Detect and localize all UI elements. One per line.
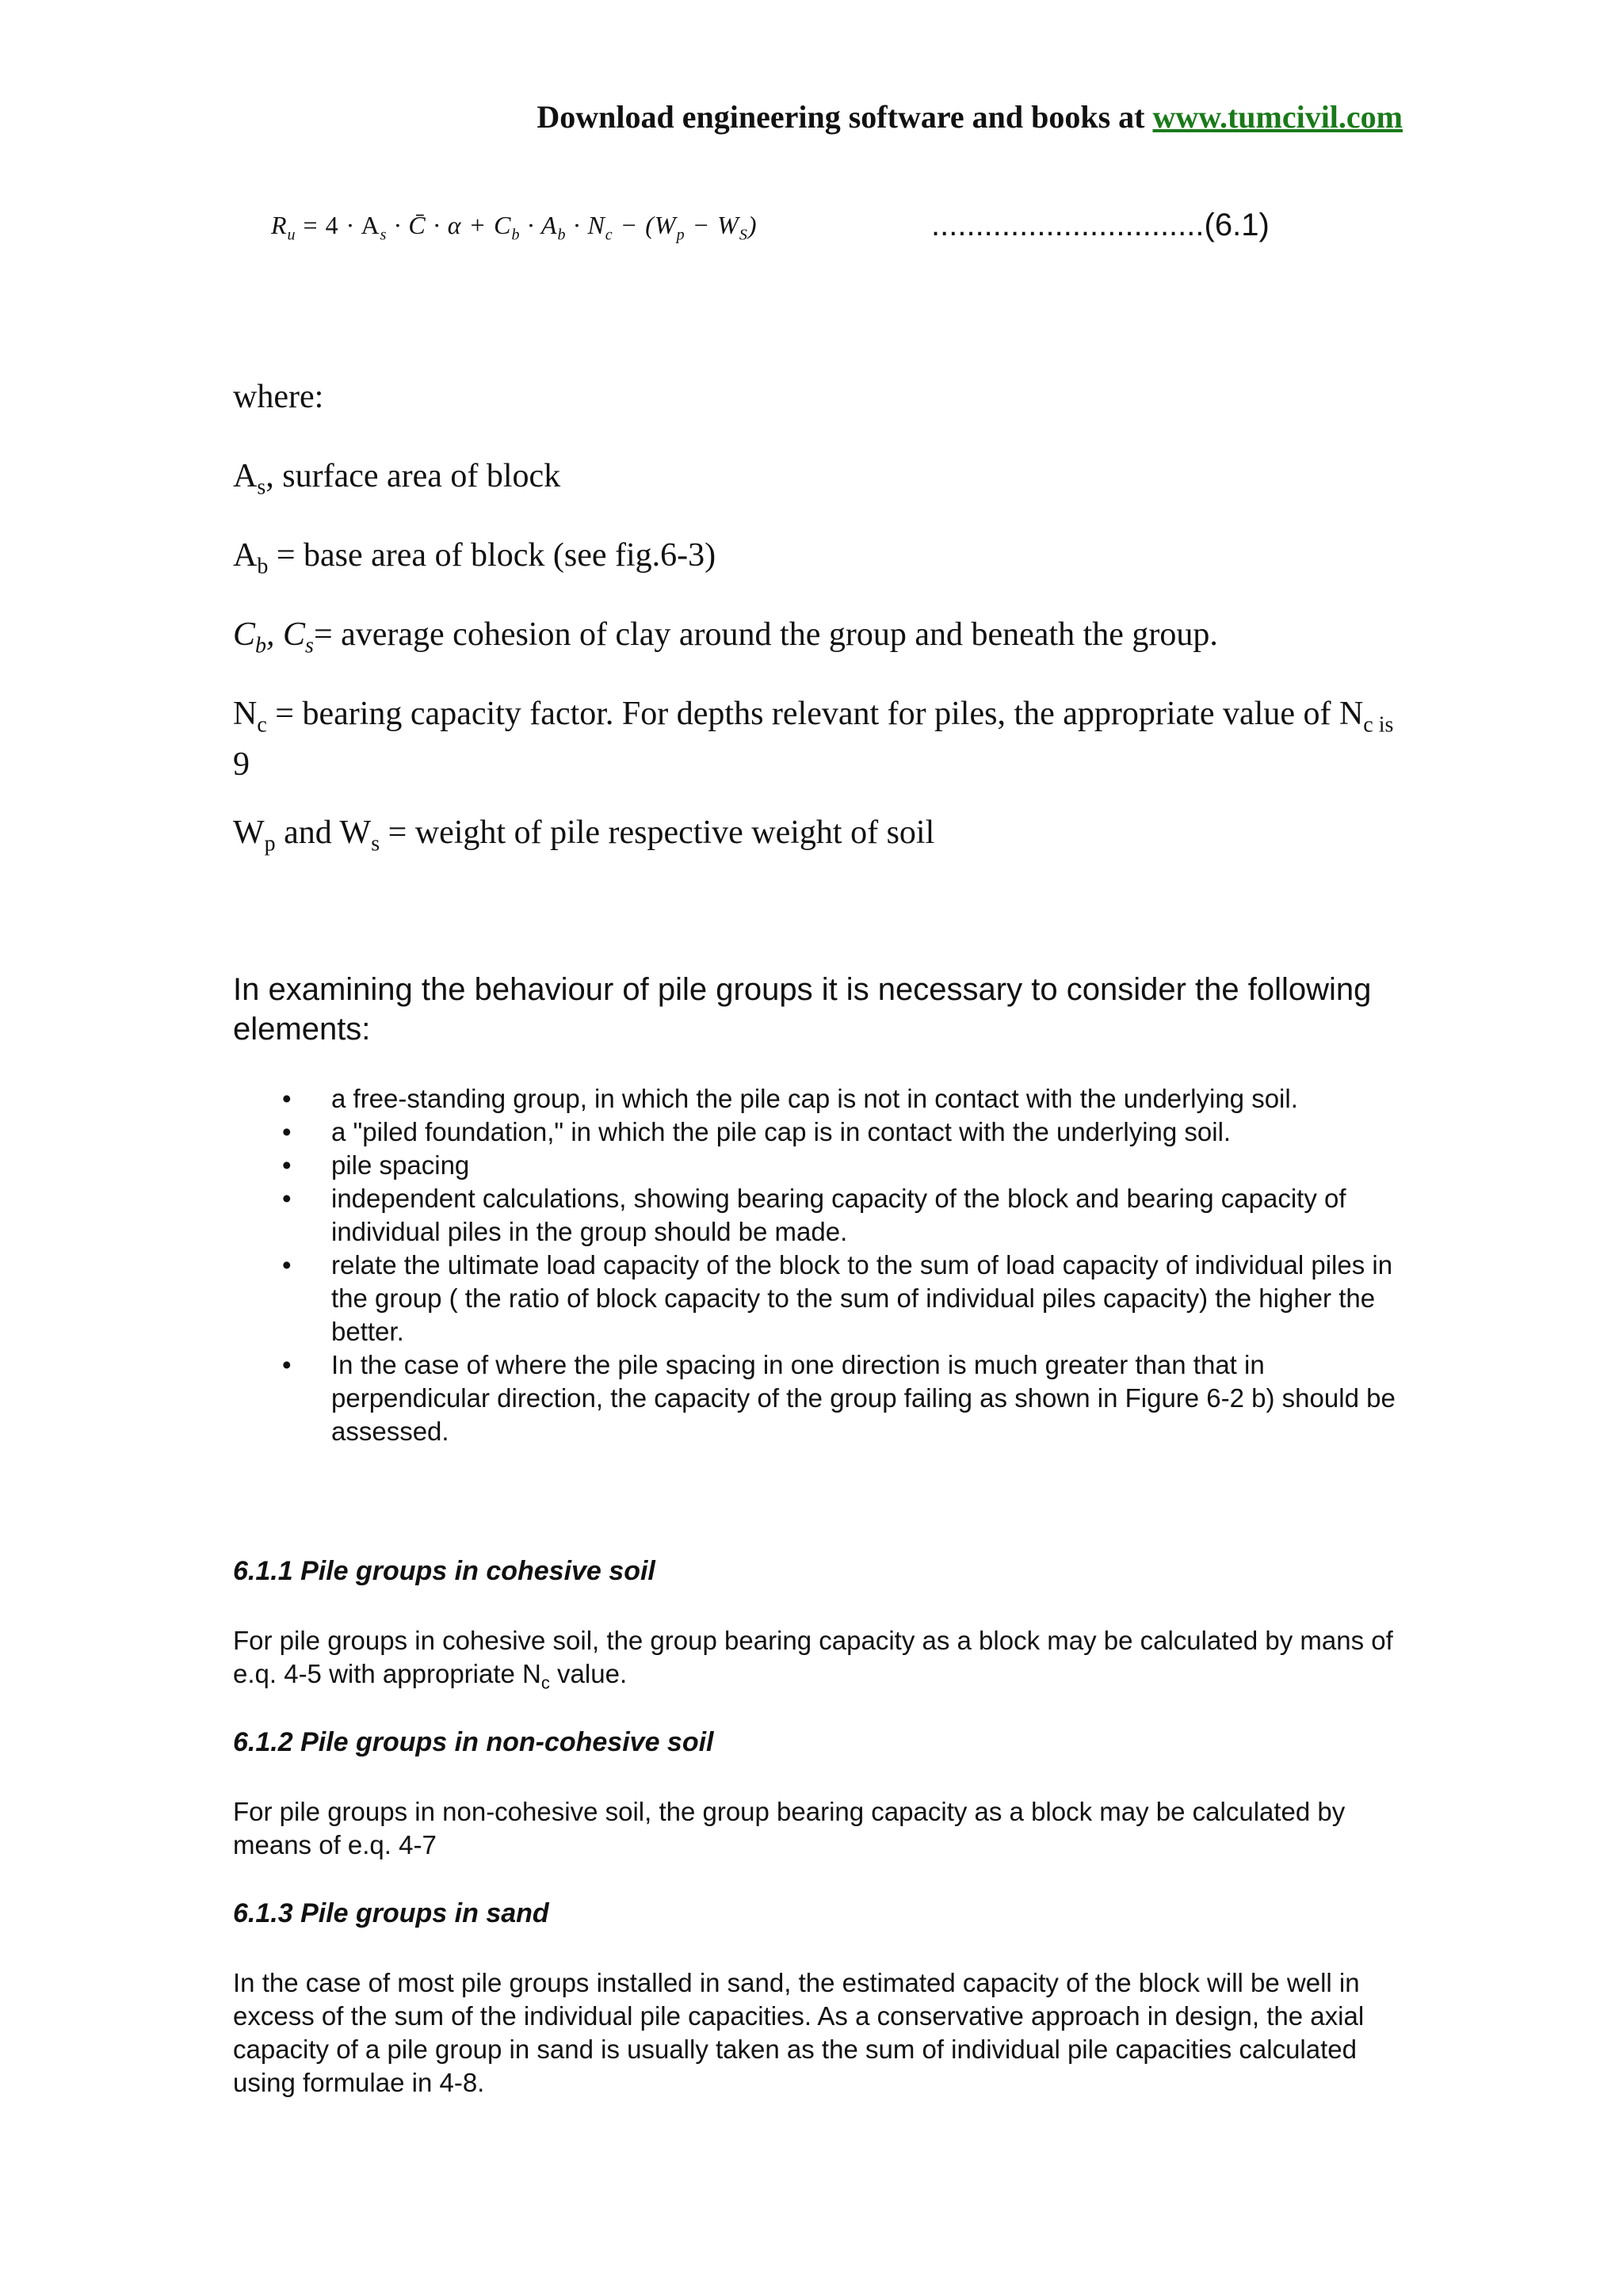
def-weights: $W_p$ and $W_s$ = weight of pile respective weight of soil [233, 814, 935, 856]
bullet-icon: • [282, 1250, 292, 1280]
section-text-non-cohesive: For pile groups in non-cohesive soil, the group bearing capacity as a block may be calculated by means of e.q. 4-7 [233, 1797, 1346, 1859]
lead-paragraph: In examining the behaviour of pile groups it is necessary to consider the following elements: [233, 972, 1372, 1047]
bullet-icon: • [282, 1184, 292, 1213]
list-item: • a free-standing group, in which the pile cap is not in contact with the underlying soil. [233, 1082, 1406, 1116]
list-item: • relate the ultimate load capacity of the block to the sum of load capacity of individual piles in the group ( the ratio of block capacity to the sum of individual piles capacity) the higher the better. [282, 1250, 1393, 1346]
equation-6-1: $R_u = 4 \cdot A_s$ · C̄ · $\alpha + C_b \cdot A_b \cdot N_c - (W_p - W_S)$ [271, 211, 758, 244]
equation-number: ...............................(6.1) [931, 208, 1270, 242]
section-heading-non-cohesive: 6.1.2 Pile groups in non-cohesive soil [233, 1727, 714, 1757]
bullet-icon: • [282, 1117, 292, 1146]
section-heading-sand: 6.1.3 Pile groups in sand [233, 1898, 549, 1928]
bullet-icon: • [282, 1084, 292, 1113]
def-surface-area: $A_s$, surface area of block [233, 458, 561, 500]
def-bearing-factor: $N_c$ = bearing capacity factor. For depths relevant for piles, the appropriate value of $N_{c is}$ 9 [233, 696, 1394, 784]
section-text-sand: In the case of most pile groups installed in sand, the estimated capacity of the block will be well in excess of the sum of the individual pile capacities. As a conservative approach in design, the axial capacity of a pile group in sand is usually taken as the sum of individual pile capacities calculated using formulae in 4-8. [233, 1968, 1365, 2097]
list-item: • a "piled foundation," in which the pile cap is in contact with the underlying soil. [233, 1116, 1406, 1149]
list-item: • pile spacing [233, 1149, 1406, 1182]
def-cohesion: $C_b$, $C_s=$ average cohesion of clay around the group and beneath the group. [233, 616, 1218, 658]
def-base-area: $A_b$ = base area of block (see fig.6-3) [233, 537, 716, 579]
list-item: • independent calculations, showing bearing capacity of the block and bearing capacity of individual piles in the group should be made. [282, 1184, 1346, 1246]
header-link[interactable]: www.tumcivil.com [1152, 99, 1403, 135]
bullet-icon: • [282, 1150, 292, 1180]
page-header [0, 98, 1403, 135]
section-text-cohesive: For pile groups in cohesive soil, the group bearing capacity as a block may be calculated by mans of e.q. 4-5 with appropriate $N_c$ value. [233, 1626, 1393, 1693]
header-text: Download engineering software and books at [537, 99, 1153, 135]
where-label: where: [233, 379, 324, 415]
section-heading-cohesive: 6.1.1 Pile groups in cohesive soil [233, 1556, 655, 1586]
elements-list [233, 1082, 1406, 1448]
list-item: • In the case of where the pile spacing in one direction is much greater than that in perpendicular direction, the capacity of the group failing as shown in Figure 6-2 b) should be assessed. [282, 1350, 1396, 1446]
bullet-icon: • [282, 1350, 292, 1379]
